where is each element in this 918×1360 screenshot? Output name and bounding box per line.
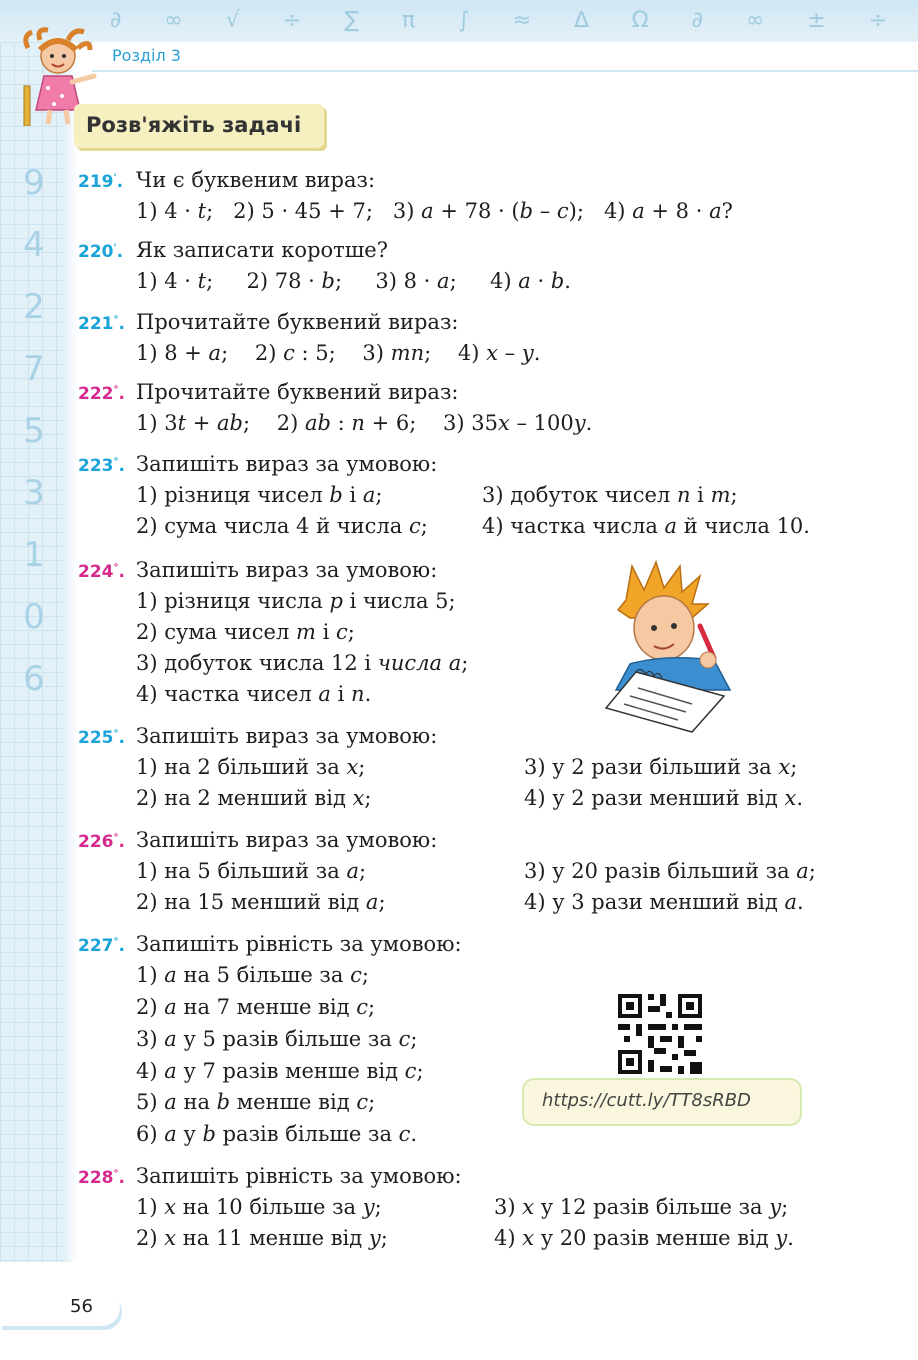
task-question: Запишіть вираз за умовою: xyxy=(136,724,438,748)
task-225-option-3: 3) у 2 рази більший за x; xyxy=(524,755,798,779)
qr-code-icon[interactable] xyxy=(612,988,708,1080)
task-228-option-3: 3) x у 12 разів більше за y; xyxy=(494,1195,789,1219)
task-220-options: 1) 4 · t; 2) 78 · b; 3) 8 · a; 4) a · b. xyxy=(136,269,571,293)
task-228-option-1: 1) x на 10 більше за y; xyxy=(136,1195,382,1219)
task-question: Запишіть вираз за умовою: xyxy=(136,558,438,582)
top-decorative-strip xyxy=(0,0,918,43)
task-question: Запишіть вираз за умовою: xyxy=(136,452,438,476)
task-question: Запишіть рівність за умовою: xyxy=(136,932,462,956)
qr-url-link[interactable]: https://cutt.ly/TT8sRBD xyxy=(542,1090,751,1111)
task-226-option-1: 1) на 5 більший за a; xyxy=(136,859,367,883)
task-223-option-2: 2) сума числа 4 й числа c; xyxy=(136,514,428,538)
task-number: 219'. xyxy=(78,172,124,192)
task-227-option-6: 6) a у b разів більше за c. xyxy=(136,1122,418,1146)
section-label: Розділ 3 xyxy=(112,46,181,65)
boy-writing-icon xyxy=(596,560,746,735)
margin-digits: 9 4 2 7 5 3 1 0 6 xyxy=(23,163,45,699)
task-227-option-3: 3) a у 5 разів більше за c; xyxy=(136,1027,418,1051)
task-222-options: 1) 3t + ab; 2) ab : n + 6; 3) 35x – 100y. xyxy=(136,411,593,435)
page-number: 56 xyxy=(70,1296,93,1317)
task-number: 220'. xyxy=(78,242,124,262)
task-question: Чи є буквеним вираз: xyxy=(136,168,376,192)
task-number: 225°. xyxy=(78,728,125,748)
task-228-option-2: 2) x на 11 менше від y; xyxy=(136,1226,388,1250)
task-number: 223°. xyxy=(78,456,125,476)
task-number: 227°. xyxy=(78,936,125,956)
task-question: Запишіть рівність за умовою: xyxy=(136,1164,462,1188)
task-224-option-2: 2) сума чисел m і c; xyxy=(136,620,355,644)
task-number: 226°. xyxy=(78,832,125,852)
page-title: Розв'яжіть задачі xyxy=(86,113,302,137)
task-227-option-5: 5) a на b менше від c; xyxy=(136,1090,376,1114)
task-225-option-1: 1) на 2 більший за x; xyxy=(136,755,366,779)
task-number: 228°. xyxy=(78,1168,125,1188)
task-227-option-1: 1) a на 5 більше за c; xyxy=(136,963,369,987)
task-226-option-4: 4) у 3 рази менший від a. xyxy=(524,890,804,914)
task-223-option-4: 4) частка числа a й числа 10. xyxy=(482,514,810,538)
task-223-option-3: 3) добуток чисел n і m; xyxy=(482,483,738,507)
task-question: Як записати коротше? xyxy=(136,238,388,262)
section-bar xyxy=(92,42,918,72)
strip-decoration: ∂ ∞ √ ÷ ∑ π ∫ ≈ ∆ Ω ∂ ∞ ± ÷ xyxy=(110,8,906,33)
page-number-tab xyxy=(0,1290,120,1326)
margin-fade xyxy=(64,42,78,1262)
task-219-options: 1) 4 · t; 2) 5 · 45 + 7; 3) a + 78 · (b – c); 4) a + 8 · a? xyxy=(136,199,733,223)
task-226-option-2: 2) на 15 менший від a; xyxy=(136,890,386,914)
task-227-option-4: 4) a у 7 разів менше від c; xyxy=(136,1059,424,1083)
task-question: Прочитайте буквений вираз: xyxy=(136,380,459,404)
task-number: 224°. xyxy=(78,562,125,582)
task-question: Прочитайте буквений вираз: xyxy=(136,310,459,334)
task-221-options: 1) 8 + a; 2) c : 5; 3) mn; 4) x – y. xyxy=(136,341,541,365)
left-decorative-margin xyxy=(0,42,64,1262)
task-224-option-1: 1) різниця числа p і числа 5; xyxy=(136,589,456,613)
task-227-option-2: 2) a на 7 менше від c; xyxy=(136,995,376,1019)
task-225-option-4: 4) у 2 рази менший від x. xyxy=(524,786,804,810)
task-228-option-4: 4) x у 20 разів менше від y. xyxy=(494,1226,794,1250)
task-224-option-4: 4) частка чисел a і n. xyxy=(136,682,372,706)
task-226-option-3: 3) у 20 разів більший за a; xyxy=(524,859,816,883)
task-225-option-2: 2) на 2 менший від x; xyxy=(136,786,372,810)
task-223-option-1: 1) різниця чисел b і a; xyxy=(136,483,383,507)
task-question: Запишіть вираз за умовою: xyxy=(136,828,438,852)
task-224-option-3: 3) добуток числа 12 і числа a; xyxy=(136,651,469,675)
task-number: 221°. xyxy=(78,314,125,334)
task-number: 222°. xyxy=(78,384,125,404)
